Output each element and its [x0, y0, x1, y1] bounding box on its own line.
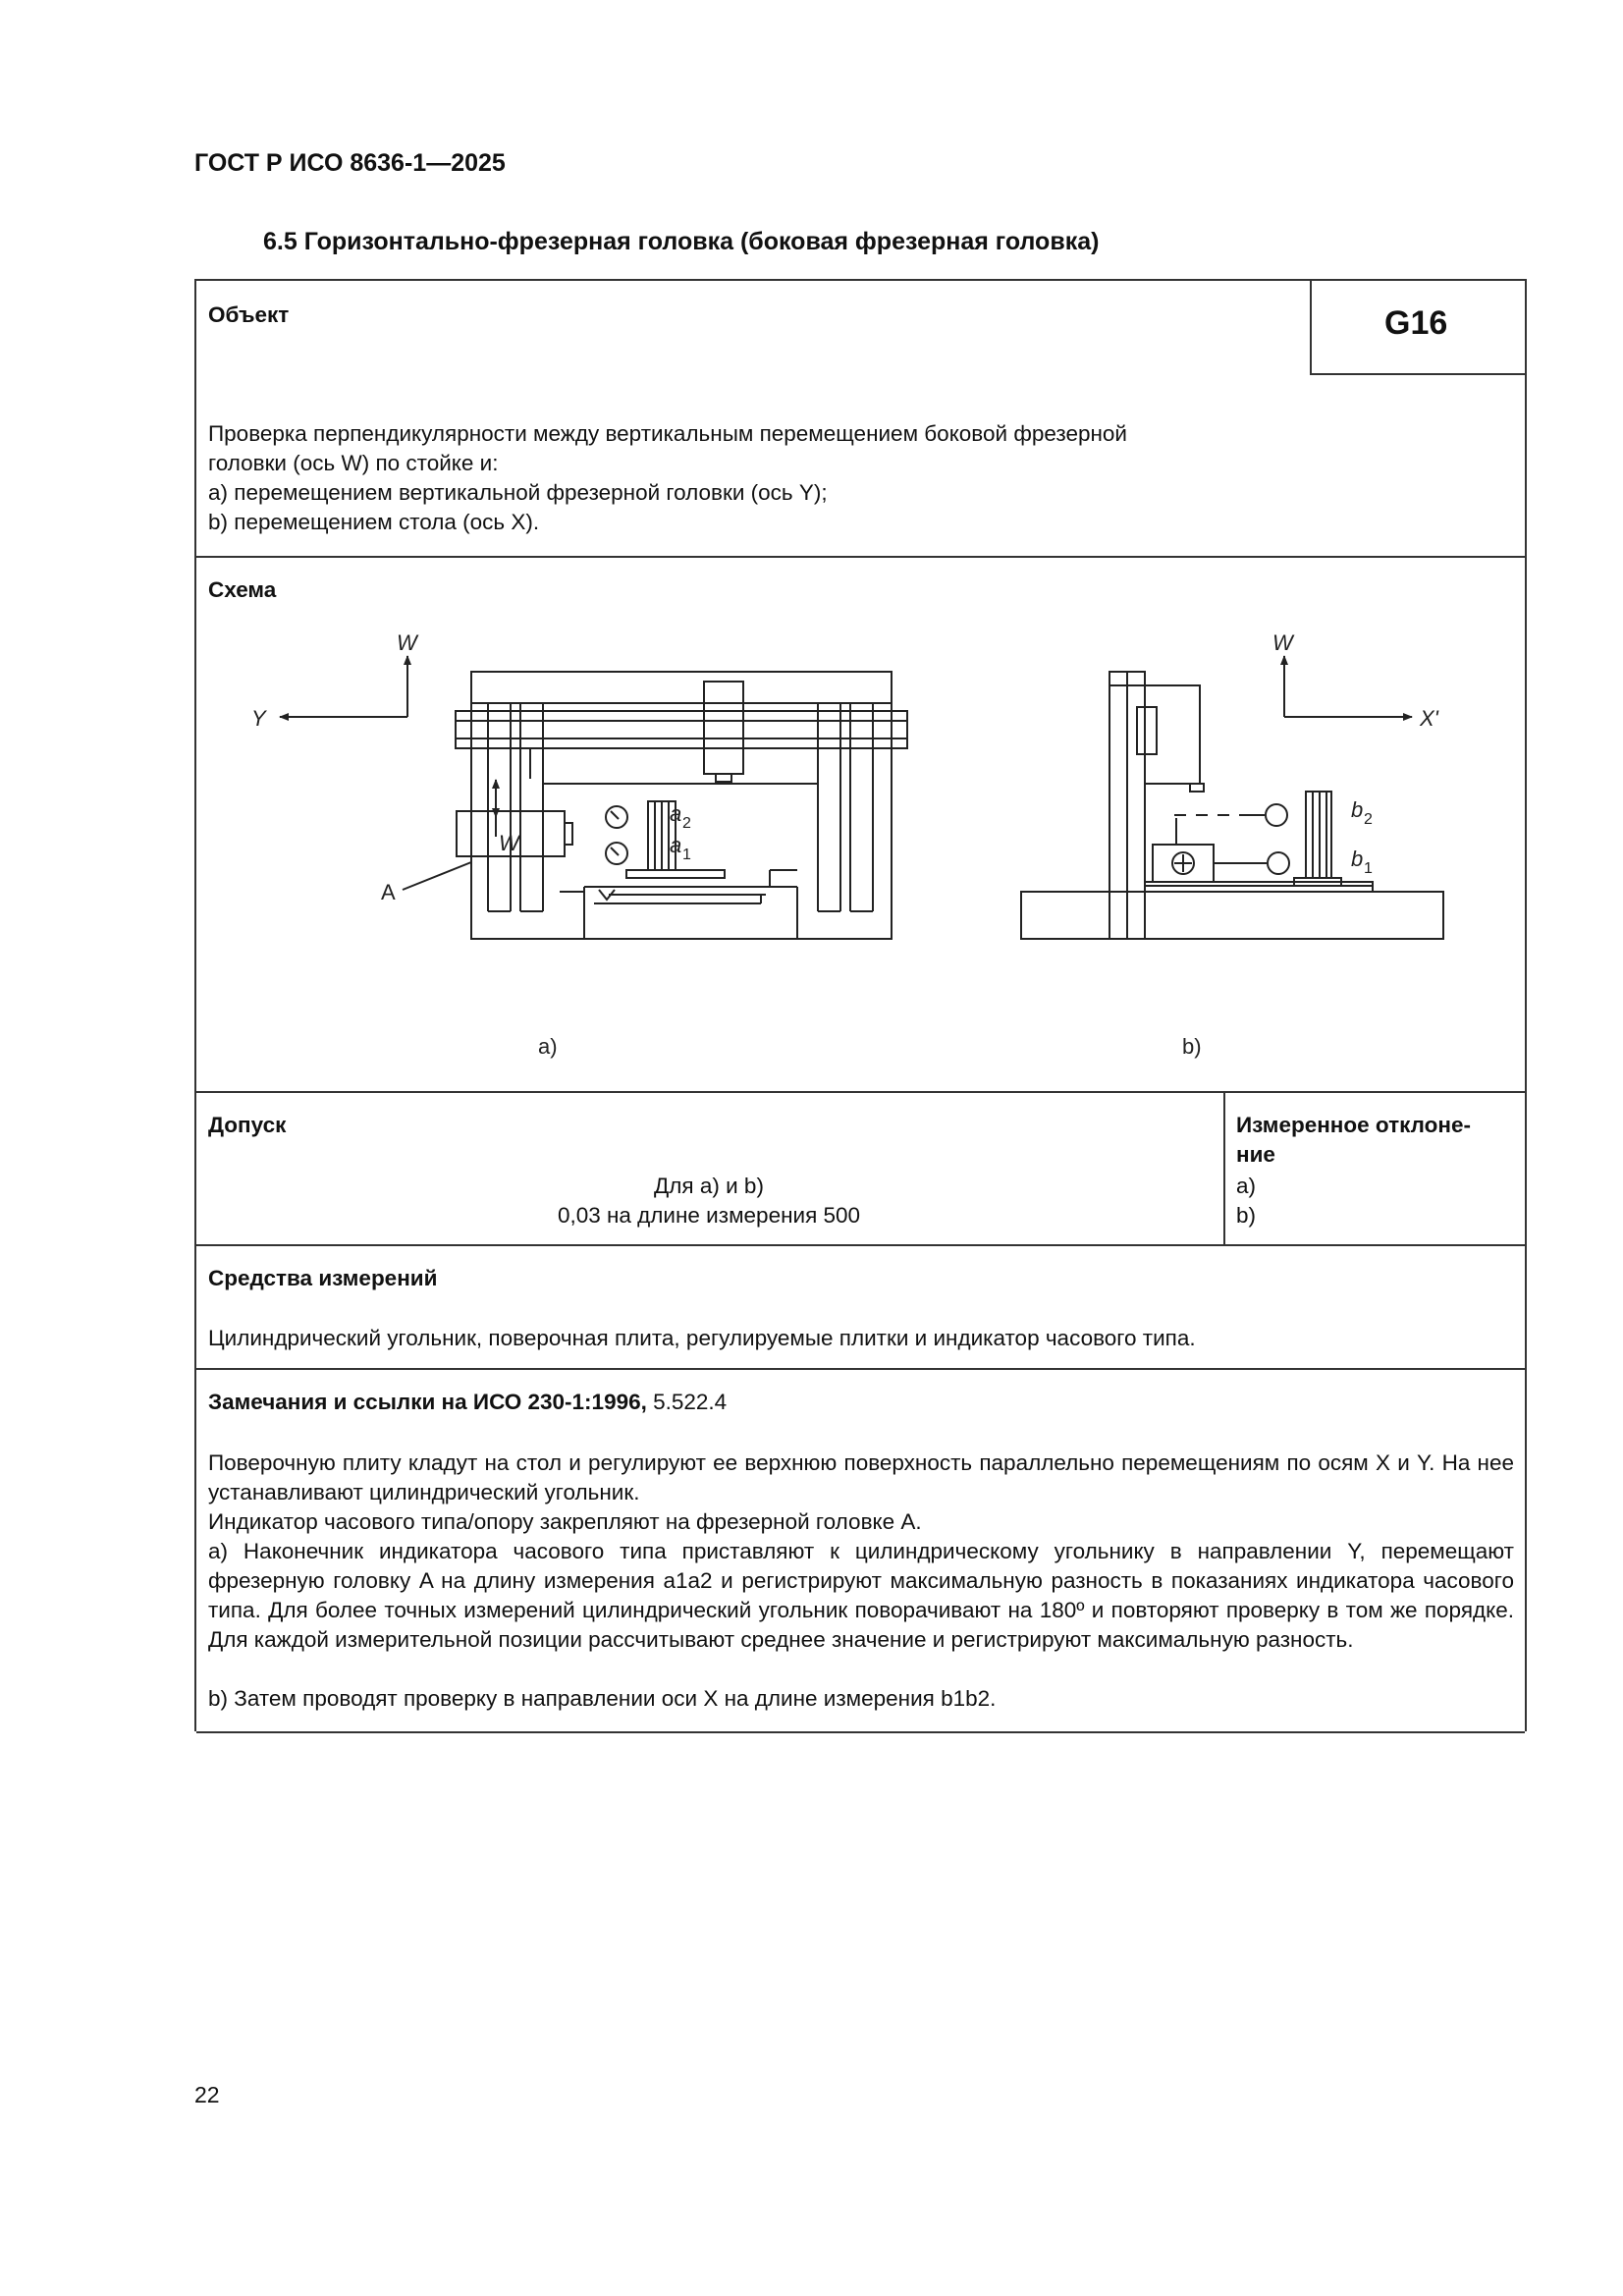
code-cell	[1310, 281, 1525, 375]
fig-b-caption: b)	[1182, 1034, 1202, 1059]
remarks-row	[196, 1370, 1525, 1733]
object-row	[196, 281, 1525, 558]
measured-deviation-b: b)	[1236, 1203, 1257, 1228]
measured-deviation-label-2: ние	[1236, 1142, 1275, 1167]
test-code: G16	[1384, 304, 1448, 342]
measured-deviation-label-1: Измеренное отклоне-	[1236, 1113, 1471, 1137]
document-id: ГОСТ Р ИСО 8636-1—2025	[194, 149, 506, 177]
scheme-label: Схема	[208, 577, 277, 602]
fig-a-a1: a	[670, 833, 682, 857]
fig-a-head-w: W	[499, 831, 519, 855]
fig-b-axis-w: W	[1272, 630, 1293, 655]
fig-a-a2-sub: 2	[682, 815, 691, 832]
remarks-label: Замечания и ссылки на ИСО 230-1:1996,	[208, 1390, 647, 1414]
object-line-3: a) перемещением вертикальной фрезерной головки (ось Y);	[208, 480, 828, 505]
remarks-paragraph-4: b) Затем проводят проверку в направлении оси X на длине измерения b1b2.	[208, 1686, 997, 1711]
section-title: 6.5 Горизонтально-фрезерная головка (боковая фрезерная головка)	[263, 228, 1100, 255]
fig-b-b1-sub: 1	[1364, 860, 1373, 877]
tolerance-line-1: Для a) и b)	[654, 1174, 764, 1198]
measured-deviation-a: a)	[1236, 1174, 1257, 1198]
fig-b-axis-x: X'	[1420, 706, 1438, 731]
tolerance-row	[196, 1093, 1525, 1246]
object-line-4: b) перемещением стола (ось X).	[208, 510, 540, 534]
instruments-row	[196, 1246, 1525, 1370]
remarks-paragraph-3: a) Наконечник индикатора часового типа приставляют к цилиндрическому угольнику в направлении Y, перемещают фрезерную головку A на длину измерения a1a2 и регистрируют максимальную разность в показаниях индикатора часового типа. Для более точных измерений цилиндрический угольник поворачивают на 180º и повторяют проверку в том же порядке. Для каждой измерительной позиции рассчитывают среднее значение и регистрируют максимальную разность.	[208, 1539, 1514, 1652]
remarks-reference: 5.522.4	[646, 1390, 728, 1414]
object-label: Объект	[208, 302, 290, 327]
object-line-1: Проверка перпендикулярности между вертикальным перемещением боковой фрезерной	[208, 421, 1127, 446]
scheme-figure	[196, 558, 1525, 1088]
fig-a-axis-w: W	[397, 630, 417, 655]
figure-b-drawing	[1021, 656, 1443, 939]
fig-a-axis-y: Y	[251, 706, 266, 731]
tolerance-line-2: 0,03 на длине измерения 500	[557, 1203, 861, 1228]
object-line-2: головки (ось W) по стойке и:	[208, 451, 499, 475]
remarks-heading	[208, 1390, 727, 1415]
tolerance-label: Допуск	[208, 1113, 287, 1137]
remarks-paragraph-1: Поверочную плиту кладут на стол и регулируют ее верхнюю поверхность параллельно перемещениям по осям X и Y. На нее устанавливают цилиндрический угольник.	[208, 1450, 1514, 1504]
test-sheet-table	[194, 279, 1527, 1731]
instruments-label: Средства измерений	[208, 1266, 438, 1290]
fig-a-a1-sub: 1	[682, 847, 691, 863]
scheme-row	[196, 558, 1525, 1093]
instruments-text: Цилиндрический угольник, поверочная плита, регулируемые плитки и индикатор часового типа.	[208, 1326, 1196, 1350]
fig-b-b2: b	[1351, 797, 1364, 822]
fig-b-b2-sub: 2	[1364, 811, 1373, 828]
figure-a-drawing	[280, 656, 907, 939]
remarks-paragraph-2: Индикатор часового типа/опору закрепляют на фрезерной головке A.	[208, 1509, 922, 1534]
measured-deviation-cell	[1223, 1093, 1225, 1246]
fig-a-caption: a)	[538, 1034, 558, 1059]
page-number: 22	[194, 2082, 220, 2107]
fig-b-b1: b	[1351, 847, 1364, 871]
fig-a-point-a: A	[381, 880, 396, 904]
fig-a-a2: a	[670, 801, 682, 826]
